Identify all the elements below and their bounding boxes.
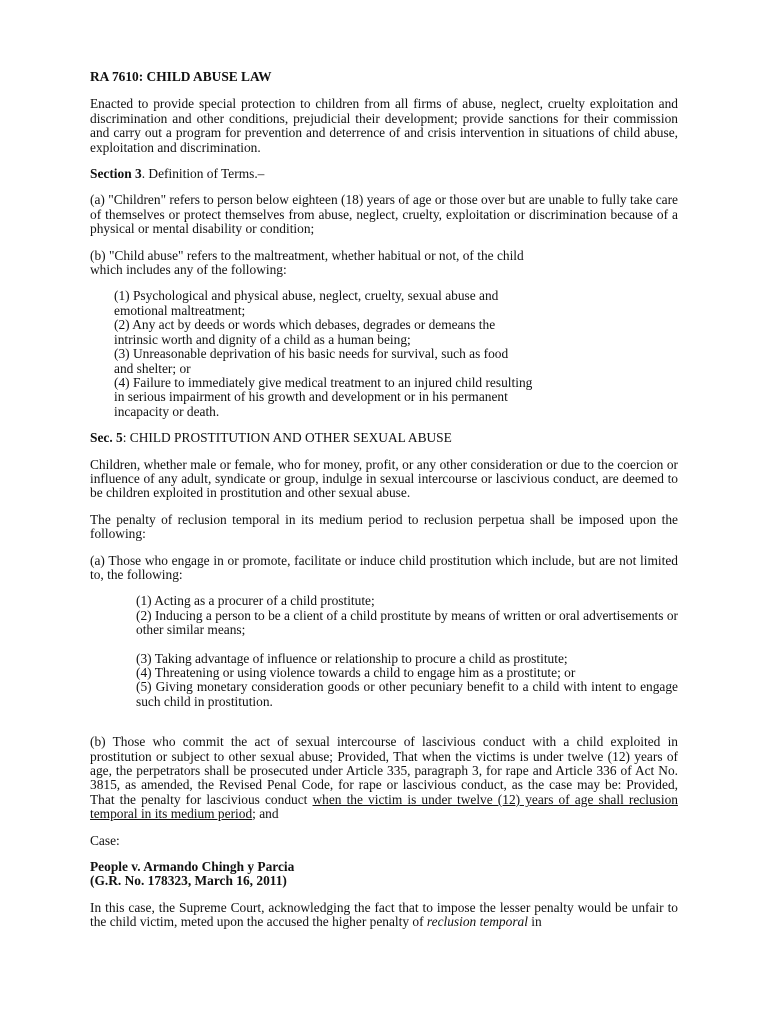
section-5-title: : CHILD PROSTITUTION AND OTHER SEXUAL ABUSE [122, 430, 452, 446]
case-paragraph [90, 901, 678, 930]
list-item: in serious impairment of his growth and development or in his permanent [114, 389, 508, 405]
list-item: intrinsic worth and dignity of a child as a human being; [114, 331, 411, 347]
section-5-item-b [90, 735, 678, 821]
section-5-paragraph-1: Children, whether male or female, who for money, profit, or any other consideration or due to the coercion or influence of any adult, syndicate or group, indulge in sexual intercourse or lascivious conduct, are deemed to be children exploited in prostitution and other sexual abuse. [90, 456, 678, 501]
child-abuse-list [114, 289, 678, 419]
list-item: (1) Psychological and physical abuse, neglect, cruelty, sexual abuse and [114, 288, 499, 304]
list-item: (3) Taking advantage of influence or relationship to procure a child as prostitute; [136, 650, 568, 666]
case-name: People v. Armando Chingh y Parcia [90, 859, 295, 875]
page-fade [0, 934, 768, 1024]
item-b-underlined: when the victim is under twelve (12) years of age shall reclusion temporal in its medium period [90, 791, 678, 822]
list-item: (3) Unreasonable deprivation of his basic needs for survival, such as food [114, 346, 509, 362]
list-item: (2) Inducing a person to be a client of a child prostitute by means of written or oral advertisements or other similar means; [136, 607, 678, 638]
case-label: Case: [90, 832, 120, 848]
list-item: (2) Any act by deeds or words which debases, degrades or demeans the [114, 317, 496, 333]
definition-children: (a) "Children" refers to person below eighteen (18) years of age or those over but are unable to fully take care of themselves or protect themselves from abuse, neglect, cruelty, exploitation or discrimination because of a physical or mental disability or condition; [90, 192, 678, 237]
list-item: (5) Giving monetary consideration goods or other pecuniary benefit to a child with intent to engage such child in prostitution. [136, 679, 678, 709]
definition-child-abuse-line-1: (b) "Child abuse" refers to the maltreatment, whether habitual or not, of the child [90, 247, 524, 263]
case-citation: (G.R. No. 178323, March 16, 2011) [90, 873, 287, 889]
section-5-item-a: (a) Those who engage in or promote, facilitate or induce child prostitution which include, but are not limited to, the following: [90, 552, 678, 582]
section-3-heading [90, 167, 678, 181]
item-b-tail: ; and [252, 806, 279, 822]
list-item: (1) Acting as a procurer of a child prostitute; [136, 593, 375, 609]
list-item: (4) Failure to immediately give medical treatment to an injured child resulting [114, 374, 533, 390]
document-title: RA 7610: CHILD ABUSE LAW [90, 69, 272, 84]
spacer [90, 721, 678, 735]
list-item: (4) Threatening or using violence towards a child to engage him as a prostitute; or [136, 665, 576, 680]
section-5-label: Sec. 5 [90, 430, 123, 446]
section-3-label: Section 3 [90, 166, 142, 182]
list-item: emotional maltreatment; [114, 302, 246, 318]
definition-child-abuse-line-2: which includes any of the following: [90, 262, 287, 278]
section-5-heading [90, 431, 678, 445]
item-b-text: (b) Those who commit the act of sexual intercourse of lascivious conduct with a child exploited in prostitution or subject to other sexual abuse; Provided, That when the victims is under twelve (12) years of age, the perpetrators shall be prosecuted under Article 335, paragraph 3, for rape and Article 336 of Act No. 3815, as amended, the Revised Penal Code, for rape or lascivious conduct, as the case may be: Provided, That the penalty for lascivious conduct [90, 734, 678, 807]
case-italic: reclusion temporal [426, 914, 528, 930]
list-spacer [136, 638, 678, 652]
case-tail: in [527, 914, 542, 930]
section-5-paragraph-2: The penalty of reclusion temporal in its medium period to reclusion perpetua shall be imposed upon the following: [90, 511, 678, 542]
case-text: In this case, the Supreme Court, acknowledging the fact that to impose the lesser penalty would be unfair to the child victim, meted upon the accused the higher penalty of [90, 899, 678, 930]
intro-paragraph: Enacted to provide special protection to children from all firms of abuse, neglect, cruelty exploitation and discrimination and other conditions, prejudicial their development; provide sanctions for their commission and carry out a program for prevention and deterrence of and crisis intervention in situations of child abuse, exploitation and discrimination. [90, 96, 678, 155]
list-item: and shelter; or [114, 360, 191, 376]
prostitution-list [136, 594, 678, 709]
section-3-title: . Definition of Terms.– [141, 166, 265, 182]
list-item: incapacity or death. [114, 403, 220, 419]
